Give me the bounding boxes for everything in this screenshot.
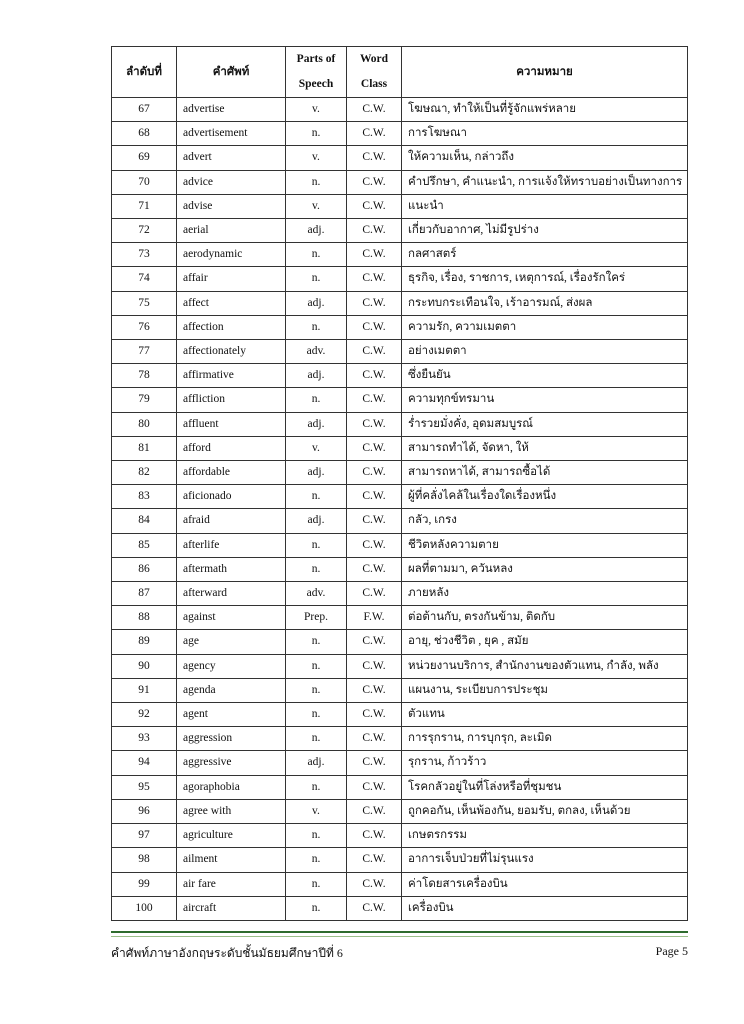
- row-part-of-speech: n.: [286, 267, 347, 291]
- row-meaning: การรุกราน, การบุกรุก, ละเมิด: [402, 727, 688, 751]
- row-part-of-speech: adj.: [286, 412, 347, 436]
- table-row: [112, 557, 688, 581]
- row-meaning: การโฆษณา: [402, 122, 688, 146]
- table-row: [112, 703, 688, 727]
- table-row: [112, 291, 688, 315]
- row-part-of-speech: n.: [286, 557, 347, 581]
- row-number: 78: [112, 364, 177, 388]
- table-row: [112, 340, 688, 364]
- row-meaning: ตัวแทน: [402, 703, 688, 727]
- row-part-of-speech: v.: [286, 436, 347, 460]
- row-meaning: ชีวิตหลังความตาย: [402, 533, 688, 557]
- row-word: against: [177, 606, 286, 630]
- row-word: age: [177, 630, 286, 654]
- row-part-of-speech: v.: [286, 98, 347, 122]
- row-word-class: C.W.: [347, 388, 402, 412]
- row-part-of-speech: n.: [286, 388, 347, 412]
- row-word-class: C.W.: [347, 267, 402, 291]
- row-word: affection: [177, 315, 286, 339]
- row-word-class: C.W.: [347, 364, 402, 388]
- row-part-of-speech: n.: [286, 678, 347, 702]
- row-number: 97: [112, 824, 177, 848]
- table-row: [112, 146, 688, 170]
- row-meaning: คำปรึกษา, คำแนะนำ, การแจ้งให้ทราบอย่างเป็นทางการ: [402, 170, 688, 194]
- row-word-class: C.W.: [347, 461, 402, 485]
- header-meaning: ความหมาย: [402, 47, 688, 98]
- row-meaning: เครื่องบิน: [402, 896, 688, 920]
- row-number: 71: [112, 194, 177, 218]
- row-number: 74: [112, 267, 177, 291]
- row-word: air fare: [177, 872, 286, 896]
- row-word-class: C.W.: [347, 896, 402, 920]
- row-number: 67: [112, 98, 177, 122]
- row-word-class: C.W.: [347, 630, 402, 654]
- row-number: 81: [112, 436, 177, 460]
- row-part-of-speech: n.: [286, 872, 347, 896]
- row-word: agriculture: [177, 824, 286, 848]
- row-meaning: กระทบกระเทือนใจ, เร้าอารมณ์, ส่งผล: [402, 291, 688, 315]
- row-number: 91: [112, 678, 177, 702]
- row-part-of-speech: n.: [286, 654, 347, 678]
- table-row: [112, 509, 688, 533]
- row-word-class: C.W.: [347, 170, 402, 194]
- row-meaning: ค่าโดยสารเครื่องบิน: [402, 872, 688, 896]
- row-number: 99: [112, 872, 177, 896]
- row-word-class: C.W.: [347, 243, 402, 267]
- table-row: [112, 582, 688, 606]
- row-word-class: C.W.: [347, 824, 402, 848]
- row-part-of-speech: n.: [286, 630, 347, 654]
- row-word-class: C.W.: [347, 678, 402, 702]
- table-row: [112, 533, 688, 557]
- row-number: 92: [112, 703, 177, 727]
- row-number: 98: [112, 848, 177, 872]
- page-number: Page 5: [655, 944, 688, 958]
- row-part-of-speech: Prep.: [286, 606, 347, 630]
- row-word: aficionado: [177, 485, 286, 509]
- row-word-class: C.W.: [347, 509, 402, 533]
- table-row: [112, 872, 688, 896]
- row-number: 86: [112, 557, 177, 581]
- row-part-of-speech: adv.: [286, 340, 347, 364]
- row-number: 72: [112, 219, 177, 243]
- row-word: affordable: [177, 461, 286, 485]
- row-meaning: แนะนำ: [402, 194, 688, 218]
- row-number: 77: [112, 340, 177, 364]
- row-number: 68: [112, 122, 177, 146]
- row-part-of-speech: adj.: [286, 461, 347, 485]
- row-part-of-speech: adj.: [286, 219, 347, 243]
- row-word-class: C.W.: [347, 872, 402, 896]
- row-part-of-speech: adj.: [286, 291, 347, 315]
- row-word-class: C.W.: [347, 848, 402, 872]
- row-word: aerial: [177, 219, 286, 243]
- table-row: [112, 678, 688, 702]
- row-word-class: C.W.: [347, 751, 402, 775]
- table-row: [112, 436, 688, 460]
- header-class-line2: Class: [347, 72, 402, 98]
- row-word-class: C.W.: [347, 340, 402, 364]
- row-word-class: C.W.: [347, 703, 402, 727]
- table-row: [112, 848, 688, 872]
- row-word-class: C.W.: [347, 98, 402, 122]
- row-meaning: อย่างเมตตา: [402, 340, 688, 364]
- row-part-of-speech: v.: [286, 799, 347, 823]
- row-meaning: ภายหลัง: [402, 582, 688, 606]
- table-row: [112, 170, 688, 194]
- row-number: 69: [112, 146, 177, 170]
- vocabulary-table: [111, 46, 688, 921]
- row-word: advert: [177, 146, 286, 170]
- row-word-class: C.W.: [347, 146, 402, 170]
- header-number: ลำดับที่: [112, 47, 177, 98]
- row-meaning: ให้ความเห็น, กล่าวถึง: [402, 146, 688, 170]
- table-row: [112, 799, 688, 823]
- table-row: [112, 630, 688, 654]
- row-word: advise: [177, 194, 286, 218]
- table-row: [112, 751, 688, 775]
- row-meaning: ถูกคอกัน, เห็นพ้องกัน, ยอมรับ, ตกลง, เห็นด้วย: [402, 799, 688, 823]
- row-part-of-speech: n.: [286, 824, 347, 848]
- table-row: [112, 896, 688, 920]
- row-part-of-speech: n.: [286, 315, 347, 339]
- row-word-class: C.W.: [347, 291, 402, 315]
- row-number: 85: [112, 533, 177, 557]
- row-part-of-speech: adj.: [286, 751, 347, 775]
- table-row: [112, 654, 688, 678]
- row-number: 70: [112, 170, 177, 194]
- row-part-of-speech: n.: [286, 727, 347, 751]
- footer-title: คำศัพท์ภาษาอังกฤษระดับชั้นมัธยมศึกษาปีที่ 6: [111, 946, 343, 960]
- row-word: advice: [177, 170, 286, 194]
- row-word-class: C.W.: [347, 436, 402, 460]
- row-number: 89: [112, 630, 177, 654]
- row-word: aerodynamic: [177, 243, 286, 267]
- row-number: 79: [112, 388, 177, 412]
- row-meaning: ผลที่ตามมา, ควันหลง: [402, 557, 688, 581]
- row-meaning: อาการเจ็บป่วยที่ไม่รุนแรง: [402, 848, 688, 872]
- row-word: affliction: [177, 388, 286, 412]
- table-row: [112, 485, 688, 509]
- row-word: affirmative: [177, 364, 286, 388]
- row-word: aircraft: [177, 896, 286, 920]
- header-pos-line2: Speech: [286, 72, 347, 98]
- row-number: 83: [112, 485, 177, 509]
- row-word: advertise: [177, 98, 286, 122]
- table-row: [112, 606, 688, 630]
- table-row: [112, 219, 688, 243]
- row-word-class: F.W.: [347, 606, 402, 630]
- row-word-class: C.W.: [347, 412, 402, 436]
- table-body: [112, 98, 688, 921]
- row-meaning: สามารถหาได้, สามารถซื้อได้: [402, 461, 688, 485]
- row-word-class: C.W.: [347, 315, 402, 339]
- table-row: [112, 461, 688, 485]
- row-number: 100: [112, 896, 177, 920]
- header-pos-line1: Parts of: [286, 47, 347, 73]
- row-word: agency: [177, 654, 286, 678]
- table-row: [112, 122, 688, 146]
- row-meaning: หน่วยงานบริการ, สำนักงานของตัวแทน, กำลัง, พลัง: [402, 654, 688, 678]
- row-meaning: ร่ำรวยมั่งคั่ง, อุดมสมบูรณ์: [402, 412, 688, 436]
- row-meaning: กลศาสตร์: [402, 243, 688, 267]
- row-number: 93: [112, 727, 177, 751]
- row-number: 82: [112, 461, 177, 485]
- row-meaning: โรคกลัวอยู่ในที่โล่งหรือที่ชุมชน: [402, 775, 688, 799]
- header-row-1: [112, 47, 688, 73]
- row-meaning: กลัว, เกรง: [402, 509, 688, 533]
- row-number: 76: [112, 315, 177, 339]
- footer-rule-dark: [111, 931, 688, 933]
- table-row: [112, 98, 688, 122]
- header-word: คำศัพท์: [177, 47, 286, 98]
- row-part-of-speech: adv.: [286, 582, 347, 606]
- row-word: agoraphobia: [177, 775, 286, 799]
- row-meaning: ความทุกข์ทรมาน: [402, 388, 688, 412]
- row-number: 88: [112, 606, 177, 630]
- row-number: 94: [112, 751, 177, 775]
- row-number: 75: [112, 291, 177, 315]
- row-word: agent: [177, 703, 286, 727]
- row-part-of-speech: v.: [286, 146, 347, 170]
- row-meaning: แผนงาน, ระเบียบการประชุม: [402, 678, 688, 702]
- row-number: 90: [112, 654, 177, 678]
- row-word: advertisement: [177, 122, 286, 146]
- row-meaning: เกี่ยวกับอากาศ, ไม่มีรูปร่าง: [402, 219, 688, 243]
- row-part-of-speech: n.: [286, 243, 347, 267]
- row-word-class: C.W.: [347, 775, 402, 799]
- row-word: aggression: [177, 727, 286, 751]
- table-row: [112, 315, 688, 339]
- row-word-class: C.W.: [347, 654, 402, 678]
- row-number: 96: [112, 799, 177, 823]
- row-word: afford: [177, 436, 286, 460]
- row-word: afterlife: [177, 533, 286, 557]
- row-word-class: C.W.: [347, 219, 402, 243]
- row-part-of-speech: n.: [286, 848, 347, 872]
- row-meaning: ซึ่งยืนยัน: [402, 364, 688, 388]
- table-row: [112, 364, 688, 388]
- row-meaning: ธุรกิจ, เรื่อง, ราชการ, เหตุการณ์, เรื่องรักใคร่: [402, 267, 688, 291]
- table-row: [112, 412, 688, 436]
- row-word-class: C.W.: [347, 533, 402, 557]
- row-word: affect: [177, 291, 286, 315]
- row-number: 80: [112, 412, 177, 436]
- row-word-class: C.W.: [347, 727, 402, 751]
- table-row: [112, 388, 688, 412]
- row-word-class: C.W.: [347, 582, 402, 606]
- row-meaning: เกษตรกรรม: [402, 824, 688, 848]
- footer-rule-light: [111, 936, 688, 937]
- row-part-of-speech: v.: [286, 194, 347, 218]
- table-header: [112, 47, 688, 98]
- row-word: agree with: [177, 799, 286, 823]
- row-meaning: ผู้ที่คลั่งไคล้ในเรื่องใดเรื่องหนึ่ง: [402, 485, 688, 509]
- row-word: ailment: [177, 848, 286, 872]
- row-word: agenda: [177, 678, 286, 702]
- table-row: [112, 194, 688, 218]
- row-part-of-speech: adj.: [286, 509, 347, 533]
- row-part-of-speech: n.: [286, 896, 347, 920]
- table-row: [112, 243, 688, 267]
- row-word: affair: [177, 267, 286, 291]
- row-part-of-speech: n.: [286, 485, 347, 509]
- row-number: 84: [112, 509, 177, 533]
- row-meaning: รุกราน, ก้าวร้าว: [402, 751, 688, 775]
- row-part-of-speech: n.: [286, 775, 347, 799]
- row-word: affectionately: [177, 340, 286, 364]
- row-word: affluent: [177, 412, 286, 436]
- row-word-class: C.W.: [347, 485, 402, 509]
- table-row: [112, 267, 688, 291]
- row-part-of-speech: adj.: [286, 364, 347, 388]
- row-word-class: C.W.: [347, 194, 402, 218]
- row-word: afterward: [177, 582, 286, 606]
- row-part-of-speech: n.: [286, 703, 347, 727]
- row-meaning: อายุ, ช่วงชีวิต , ยุค , สมัย: [402, 630, 688, 654]
- row-number: 73: [112, 243, 177, 267]
- row-number: 95: [112, 775, 177, 799]
- row-word: aggressive: [177, 751, 286, 775]
- row-meaning: ความรัก, ความเมตตา: [402, 315, 688, 339]
- table-row: [112, 824, 688, 848]
- row-word: afraid: [177, 509, 286, 533]
- row-word-class: C.W.: [347, 557, 402, 581]
- table-row: [112, 775, 688, 799]
- row-meaning: ต่อต้านกับ, ตรงกันข้าม, ติดกับ: [402, 606, 688, 630]
- table-row: [112, 727, 688, 751]
- row-meaning: สามารถทำได้, จัดหา, ให้: [402, 436, 688, 460]
- header-class-line1: Word: [347, 47, 402, 73]
- row-word-class: C.W.: [347, 122, 402, 146]
- row-number: 87: [112, 582, 177, 606]
- row-word-class: C.W.: [347, 799, 402, 823]
- row-meaning: โฆษณา, ทำให้เป็นที่รู้จักแพร่หลาย: [402, 98, 688, 122]
- row-part-of-speech: n.: [286, 533, 347, 557]
- row-part-of-speech: n.: [286, 170, 347, 194]
- row-part-of-speech: n.: [286, 122, 347, 146]
- row-word: aftermath: [177, 557, 286, 581]
